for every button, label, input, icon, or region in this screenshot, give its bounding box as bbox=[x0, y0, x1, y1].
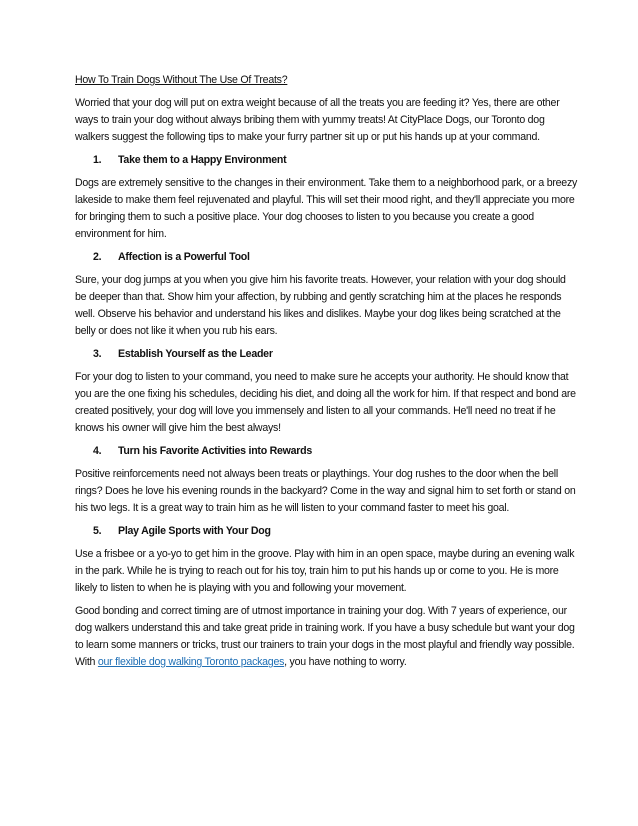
section-number: 4. bbox=[93, 445, 102, 457]
section-heading-3 bbox=[75, 346, 578, 363]
section-heading-2 bbox=[75, 249, 578, 266]
section-body-2: Sure, your dog jumps at you when you give him his favorite treats. However, your relation with your dog should be deeper than that. Show him your affection, by rubbing and gently scratching him at the places he responds well. Observe his behavior and understand his likes and dislikes. Maybe your dog likes being scratched at the belly or does not like it when you rub his ears. bbox=[75, 274, 566, 337]
section-heading-5 bbox=[75, 523, 578, 540]
closing-paragraph bbox=[75, 603, 578, 671]
section-heading-text: Turn his Favorite Activities into Rewards bbox=[118, 445, 313, 457]
section-body-5: Use a frisbee or a yo-yo to get him in the groove. Play with him in an open space, maybe during an evening walk in the park. While he is trying to reach out for his toy, train him to put his hands up or come to you. He is more likely to listen to when he is playing with you and following your movement. bbox=[75, 548, 575, 594]
section-heading-text: Affection is a Powerful Tool bbox=[118, 251, 250, 263]
section-number: 5. bbox=[93, 525, 102, 537]
section-body-3: For your dog to listen to your command, you need to make sure he accepts your authority. He should know that you are the one fixing his schedules, deciding his diet, and doing all the work for him. If that respect and bond are created positively, your dog will love you immensely and listen to all your commands. He'll need no treat if he knows his owner will give him the best always! bbox=[75, 371, 576, 434]
closing-text-before-link: Good bonding and correct timing are of utmost importance in training your dog. With 7 years of experience, our dog walkers understand this and take great pride in training work. If you have a busy schedule but want your dog to learn some manners or tricks, trust our trainers to train your dogs in the most playful and friendly way possible. With bbox=[75, 605, 575, 668]
section-number: 2. bbox=[93, 251, 102, 263]
section-number: 3. bbox=[93, 348, 102, 360]
section-heading-1 bbox=[75, 152, 578, 169]
section-heading-text: Take them to a Happy Environment bbox=[118, 154, 287, 166]
document-title: How To Train Dogs Without The Use Of Treats? bbox=[75, 74, 288, 86]
intro-paragraph: Worried that your dog will put on extra weight because of all the treats you are feeding it? Yes, there are other ways to train your dog without always bribing them with yummy treats! At CityPlace Dogs, our Toronto dog walkers suggest the following tips to make your furry partner sit up or put his hands up at your command. bbox=[75, 97, 560, 143]
section-body-4: Positive reinforcements need not always been treats or playthings. Your dog rushes to the door when the bell rings? Does he love his evening rounds in the backyard? Come in the way and signal him to set forth or stand on his two legs. It is a great way to train him as he will listen to your command faster to meet his goal. bbox=[75, 468, 576, 514]
closing-text-after-link: , you have nothing to worry. bbox=[284, 656, 407, 668]
section-number: 1. bbox=[93, 154, 102, 166]
section-body-1: Dogs are extremely sensitive to the changes in their environment. Take them to a neighborhood park, or a breezy lakeside to make them feel rejuvenated and playful. This will set their mood right, and they'll appreciate you more for bringing them to such a positive place. Your dog chooses to listen to you because you create a good environment for him. bbox=[75, 177, 578, 240]
dog-walking-packages-link[interactable]: our flexible dog walking Toronto packages bbox=[97, 656, 285, 668]
section-heading-text: Play Agile Sports with Your Dog bbox=[118, 525, 271, 537]
section-heading-4 bbox=[75, 443, 578, 460]
section-heading-text: Establish Yourself as the Leader bbox=[118, 348, 273, 360]
